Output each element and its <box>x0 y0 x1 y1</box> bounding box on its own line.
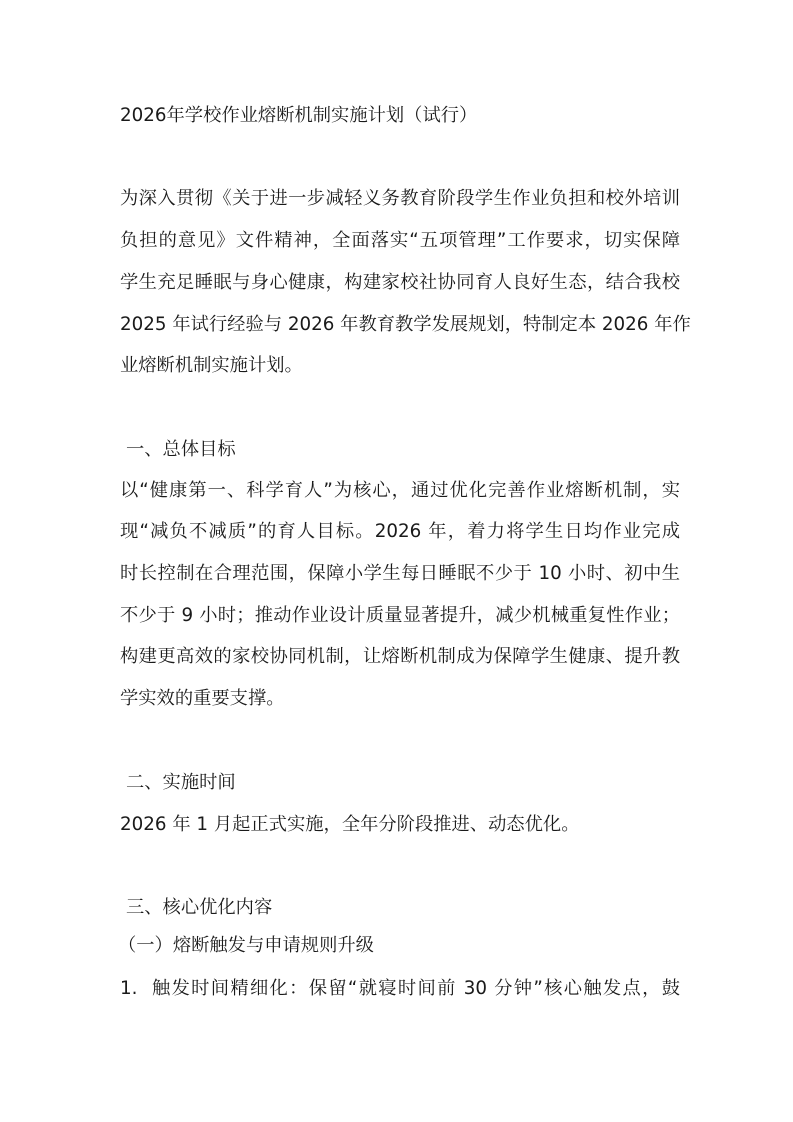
intro-line: 业熔断机制实施计划。 <box>120 355 303 376</box>
body-line: 现“减负不减质”的育人目标。2026 年，着力将学生日均作业完成 <box>120 521 680 542</box>
section-heading: 二、实施时间 <box>126 772 236 793</box>
body-line: 时长控制在合理范围，保障小学生每日睡眠不少于 10 小时、初中生 <box>120 563 680 584</box>
body-line: 学实效的重要支撑。 <box>120 688 285 709</box>
intro-line: 为深入贯彻《关于进一步减轻义务教育阶段学生作业负担和校外培训 <box>120 188 680 209</box>
subsection-heading: （一）熔断触发与申请规则升级 <box>118 935 374 956</box>
document-title: 2026年学校作业熔断机制实施计划（试行） <box>120 105 478 126</box>
list-item-text: 触发时间精细化：保留“就寝时间前 30 分钟”核心触发点，鼓 <box>152 978 680 999</box>
intro-line: 负担的意见》文件精神，全面落实“五项管理”工作要求，切实保障 <box>120 230 680 251</box>
section-heading: 一、总体目标 <box>126 439 236 460</box>
body-line: 以“健康第一、科学育人”为核心，通过优化完善作业熔断机制，实 <box>120 480 680 501</box>
body-line: 不少于 9 小时；推动作业设计质量显著提升，减少机械重复性作业； <box>120 605 680 626</box>
body-line: 2026 年 1 月起正式实施，全年分阶段推进、动态优化。 <box>120 814 580 835</box>
intro-line: 2025 年试行经验与 2026 年教育教学发展规划，特制定本 2026 年作 <box>120 314 691 335</box>
list-number: 1. <box>120 978 138 999</box>
intro-line: 学生充足睡眠与身心健康，构建家校社协同育人良好生态，结合我校 <box>120 272 680 293</box>
body-line: 构建更高效的家校协同机制，让熔断机制成为保障学生健康、提升教 <box>120 646 680 667</box>
section-heading: 三、核心优化内容 <box>126 897 273 918</box>
